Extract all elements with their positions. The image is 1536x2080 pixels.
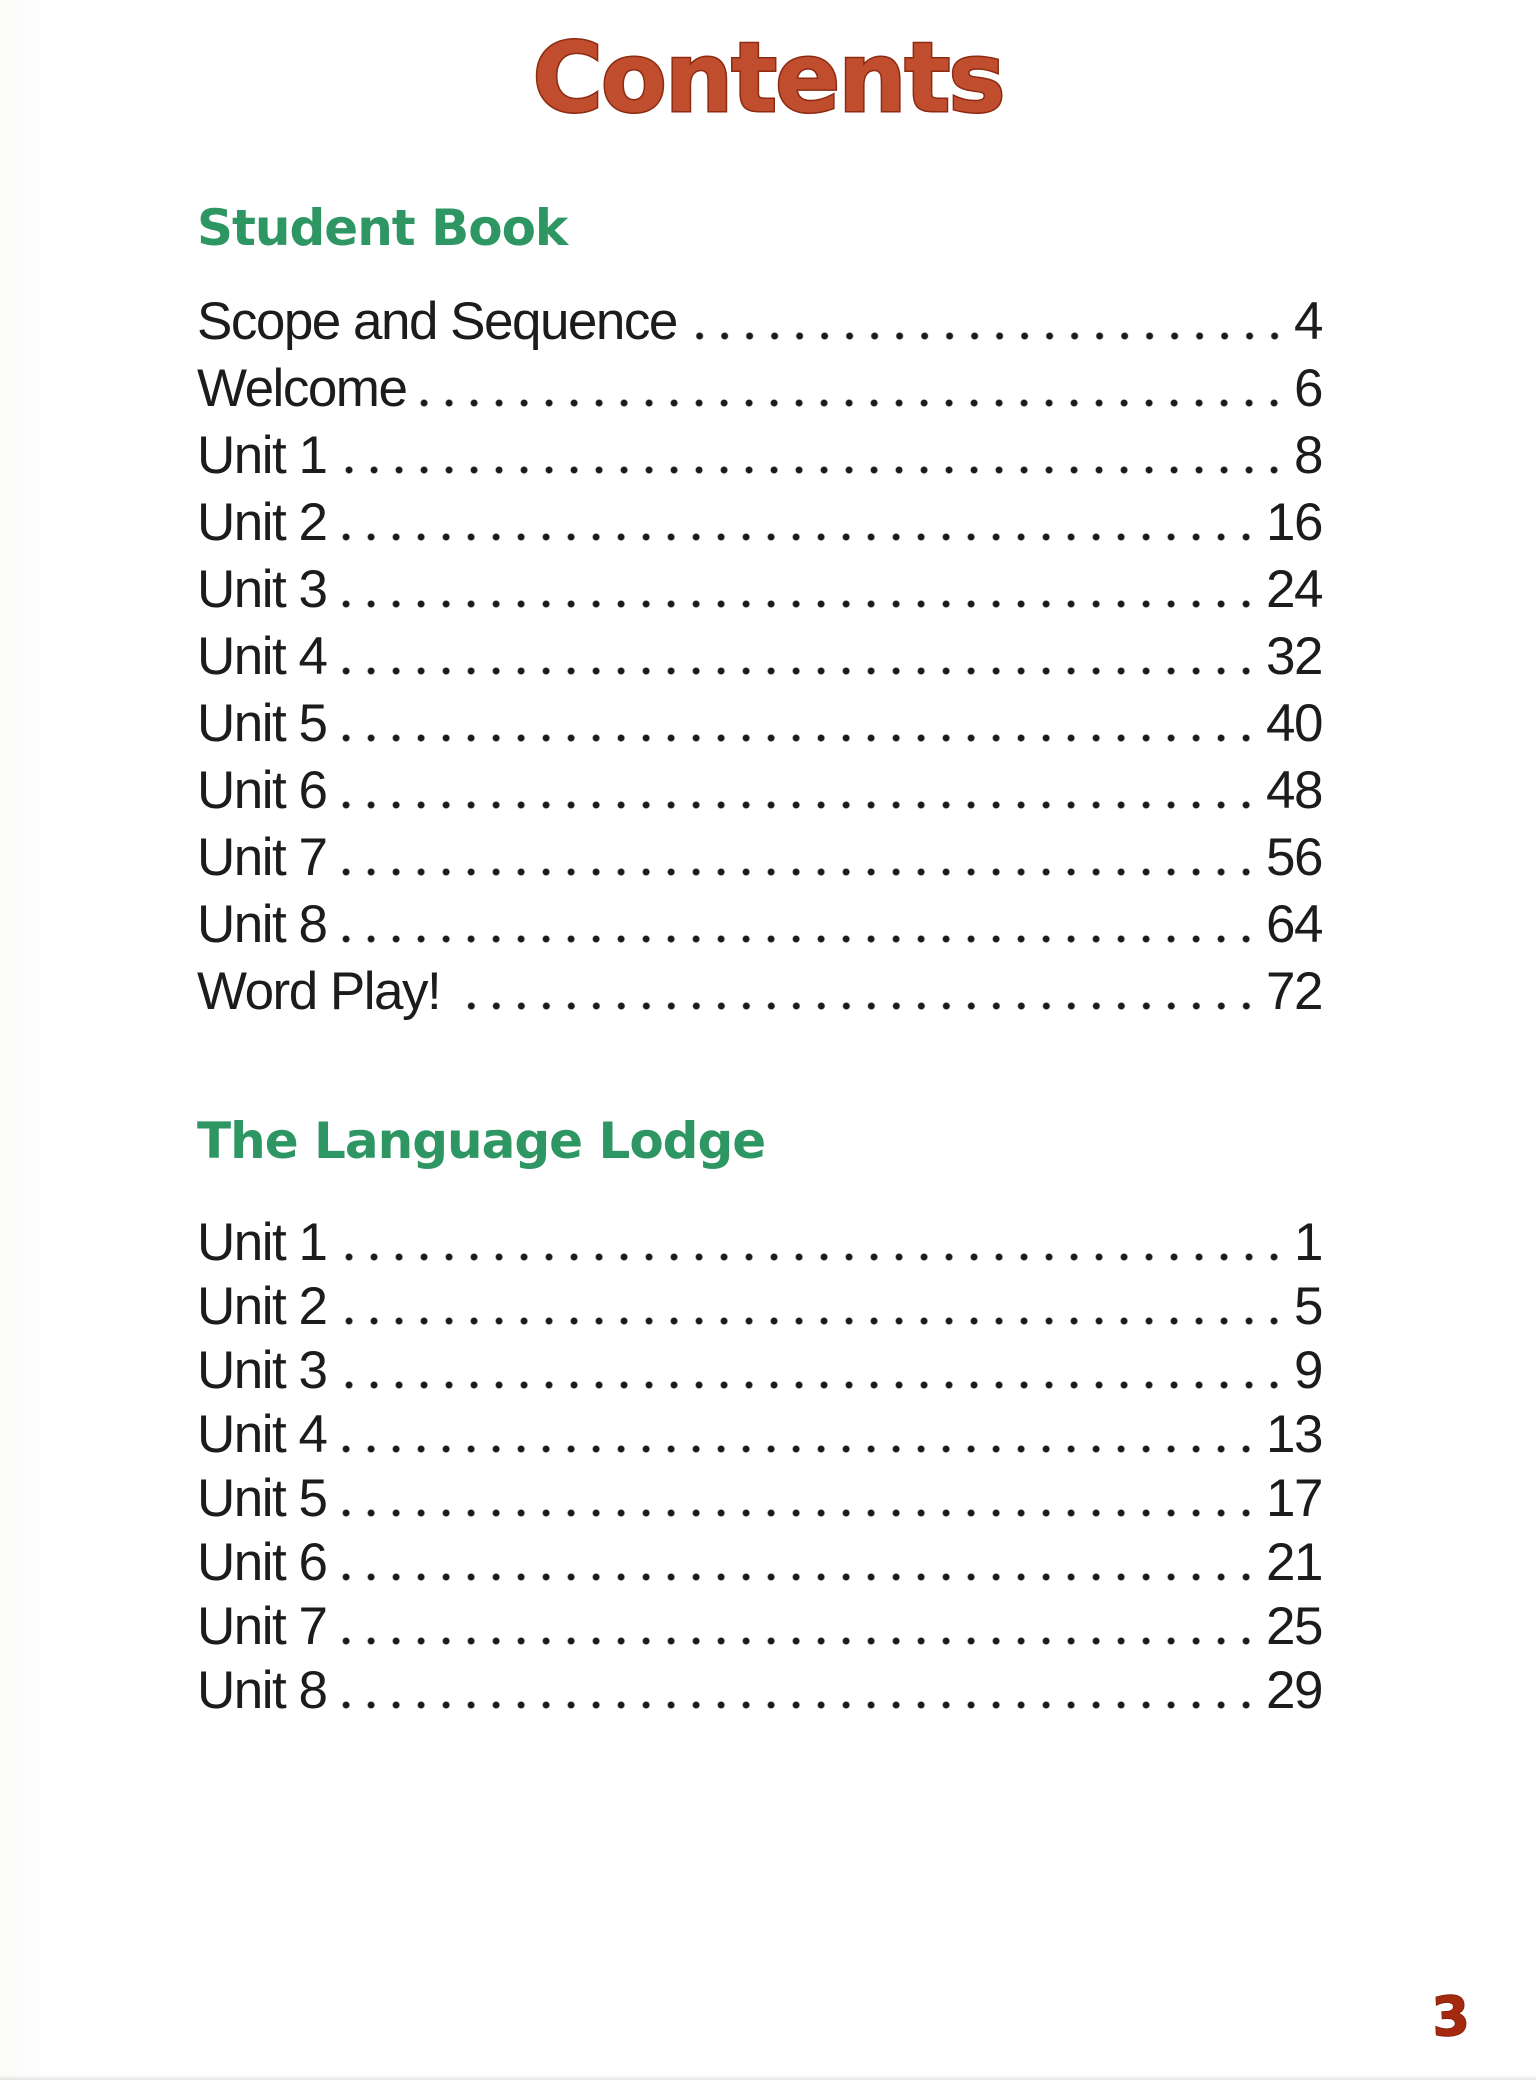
toc-entry xyxy=(197,1531,1322,1595)
dot-leader xyxy=(336,757,1261,824)
dot-leader xyxy=(336,1211,1289,1275)
entry-label: Unit 7 xyxy=(197,828,327,887)
entry-label: Unit 8 xyxy=(197,895,327,954)
toc-section xyxy=(197,200,1322,1025)
entry-label: Unit 5 xyxy=(197,694,327,753)
toc-entry xyxy=(197,690,1322,757)
entry-page-number: 1 xyxy=(1294,1213,1322,1272)
toc-entry xyxy=(197,288,1322,355)
toc-entry xyxy=(197,623,1322,690)
entry-label: Unit 3 xyxy=(197,1341,327,1400)
entry-page-number: 48 xyxy=(1266,761,1322,820)
entry-page-number: 25 xyxy=(1266,1597,1322,1656)
toc-entry xyxy=(197,891,1322,958)
dot-leader xyxy=(336,824,1261,891)
entry-page-number: 32 xyxy=(1266,627,1322,686)
dot-leader xyxy=(336,556,1261,623)
entry-page-number: 29 xyxy=(1266,1661,1322,1720)
toc-entry xyxy=(197,1403,1322,1467)
entry-label: Unit 4 xyxy=(197,1405,327,1464)
toc-entry xyxy=(197,1275,1322,1339)
toc-entry xyxy=(197,489,1322,556)
entry-page-number: 56 xyxy=(1266,828,1322,887)
toc-entry xyxy=(197,1595,1322,1659)
dot-leader xyxy=(336,623,1261,690)
toc-section xyxy=(197,1113,1322,1723)
entry-label: Unit 7 xyxy=(197,1597,327,1656)
entry-label: Unit 2 xyxy=(197,1277,327,1336)
entry-label: Unit 3 xyxy=(197,560,327,619)
entry-page-number: 13 xyxy=(1266,1405,1322,1464)
toc-entry xyxy=(197,355,1322,422)
entry-page-number: 9 xyxy=(1294,1341,1322,1400)
entry-label: Word Play! xyxy=(197,962,441,1021)
dot-leader xyxy=(336,1403,1261,1467)
section-entries xyxy=(197,1211,1322,1723)
dot-leader xyxy=(416,355,1289,422)
toc-entry xyxy=(197,757,1322,824)
section-heading: The Language Lodge xyxy=(197,1112,766,1170)
toc-entry xyxy=(197,1467,1322,1531)
dot-leader xyxy=(336,1275,1289,1339)
entry-label: Unit 2 xyxy=(197,493,327,552)
entry-page-number: 6 xyxy=(1294,359,1322,418)
dot-leader xyxy=(336,1339,1289,1403)
toc-entry xyxy=(197,556,1322,623)
entry-label: Unit 6 xyxy=(197,1533,327,1592)
dot-leader xyxy=(336,891,1261,958)
dot-leader xyxy=(687,288,1289,355)
entry-label: Scope and Sequence xyxy=(197,292,677,351)
entry-label: Unit 8 xyxy=(197,1661,327,1720)
entry-page-number: 8 xyxy=(1294,426,1322,485)
entry-label: Welcome xyxy=(197,359,407,418)
section-heading: Student Book xyxy=(197,199,568,257)
entry-page-number: 21 xyxy=(1266,1533,1322,1592)
toc-entry xyxy=(197,1339,1322,1403)
entry-page-number: 72 xyxy=(1266,962,1322,1021)
toc-entry xyxy=(197,824,1322,891)
entry-label: Unit 1 xyxy=(197,1213,327,1272)
entry-label: Unit 4 xyxy=(197,627,327,686)
dot-leader xyxy=(336,1659,1261,1723)
toc-entry xyxy=(197,1659,1322,1723)
entry-label: Unit 1 xyxy=(197,426,327,485)
dot-leader xyxy=(336,690,1261,757)
table-of-contents xyxy=(197,200,1322,1723)
page-title: Contents xyxy=(532,22,1004,134)
entry-page-number: 17 xyxy=(1266,1469,1322,1528)
entry-page-number: 4 xyxy=(1294,292,1322,351)
entry-label: Unit 5 xyxy=(197,1469,327,1528)
dot-leader xyxy=(336,489,1261,556)
dot-leader xyxy=(336,1531,1261,1595)
entry-page-number: 16 xyxy=(1266,493,1322,552)
toc-entry xyxy=(197,422,1322,489)
entry-page-number: 64 xyxy=(1266,895,1322,954)
dot-leader xyxy=(336,1595,1261,1659)
dot-leader xyxy=(336,422,1289,489)
toc-entry xyxy=(197,958,1322,1025)
section-entries xyxy=(197,288,1322,1025)
page-number: 3 xyxy=(1430,1984,1472,2049)
entry-page-number: 5 xyxy=(1294,1277,1322,1336)
entry-page-number: 24 xyxy=(1266,560,1322,619)
dot-leader xyxy=(336,1467,1261,1531)
toc-entry xyxy=(197,1211,1322,1275)
dot-leader xyxy=(450,958,1261,1025)
entry-label: Unit 6 xyxy=(197,761,327,820)
entry-page-number: 40 xyxy=(1266,694,1322,753)
